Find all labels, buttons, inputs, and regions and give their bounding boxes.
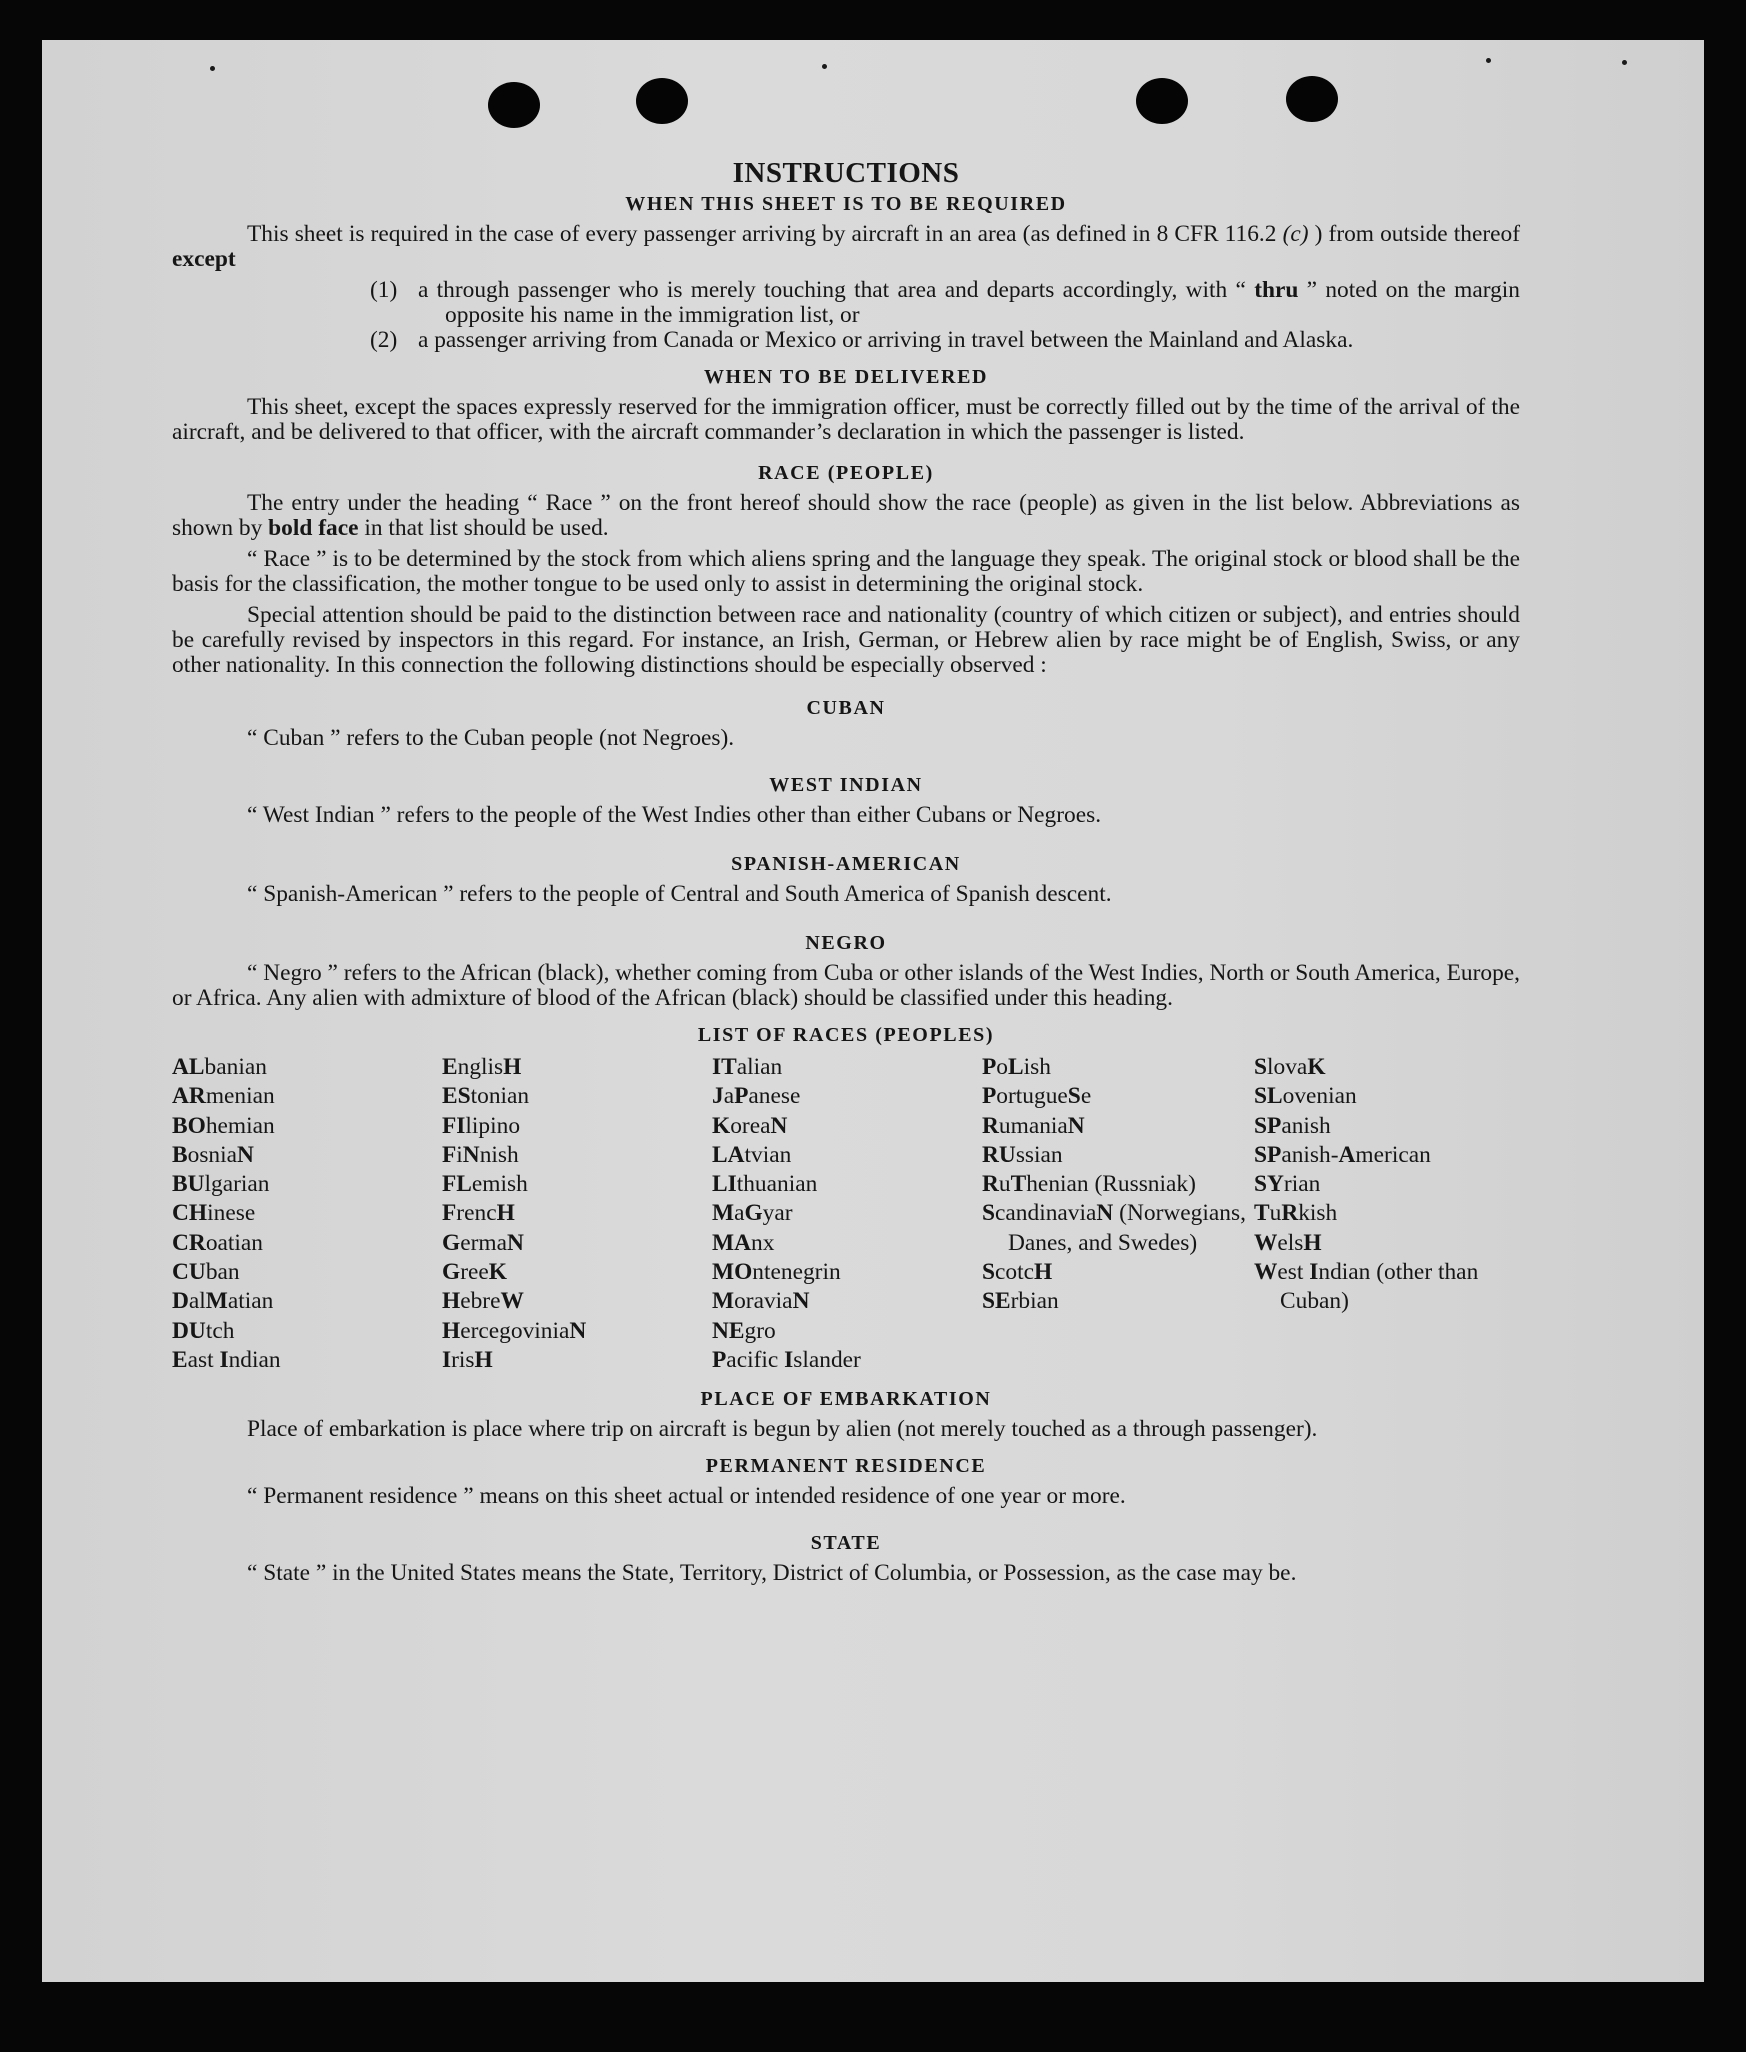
- race-entry: LAtvian: [712, 1141, 792, 1168]
- race-paragraph-3: Special attention should be paid to the distinction between race and nationality (country of which citizen or subject), and entries should be carefully revised by inspectors in this regard. For instance, an Irish, German, or Hebrew alien by race might be of English, Swiss, or any other nationality. In this connection the following distinctions should be especially observed :: [172, 602, 1520, 678]
- race-entry: SErbian: [982, 1288, 1059, 1315]
- heading-cuban: CUBAN: [806, 697, 886, 719]
- race-entry: East Indian: [172, 1346, 281, 1373]
- race-entry: EStonian: [442, 1083, 530, 1110]
- speck: [822, 64, 827, 69]
- spanish-american-text: “ Spanish-American ” refers to the people of Central and South America of Spanish descent.: [247, 881, 1112, 907]
- speck: [210, 66, 215, 71]
- race-entry: RumaniaN: [982, 1112, 1085, 1139]
- heading-race: RACE (PEOPLE): [758, 462, 934, 484]
- state-text: “ State ” in the United States means the State, Territory, District of Columbia, or Possession, as the case may be.: [247, 1560, 1297, 1587]
- west-indian-text: “ West Indian ” refers to the people of the West Indies other than either Cubans or Negroes.: [247, 802, 1102, 828]
- race-column-1: [172, 1053, 442, 1375]
- race-entry: West Indian (other than Cuban): [1254, 1259, 1479, 1315]
- cuban-text: “ Cuban ” refers to the Cuban people (not Negroes).: [247, 725, 735, 751]
- required-intro: This sheet is required in the case of every passenger arriving by aircraft in an area (as defined in 8 CFR 116.2 (c) ) from outside thereof except: [172, 221, 1521, 272]
- exception-item: (1) a through passenger who is merely touching that area and departs accordingly, with “ thru ” noted on the margin opposite his name in the immigration list, or: [370, 277, 1520, 328]
- race-entry: DalMatian: [172, 1288, 274, 1315]
- race-entry: FrencH: [442, 1200, 515, 1227]
- race-entry: SPanish: [1254, 1112, 1331, 1139]
- race-entry: TuRkish: [1254, 1200, 1338, 1227]
- race-entry: BUlgarian: [172, 1171, 270, 1198]
- race-entry: ScotcH: [982, 1259, 1053, 1286]
- race-entry: PortugueSe: [982, 1083, 1092, 1110]
- race-entry: SlovaK: [1254, 1054, 1326, 1080]
- race-entry: WelsH: [1254, 1229, 1322, 1256]
- race-entry: CHinese: [172, 1200, 256, 1227]
- race-entry: SPanish-American: [1254, 1141, 1431, 1168]
- race-entry: MaGyar: [712, 1200, 793, 1227]
- race-entry: BosniaN: [172, 1141, 254, 1168]
- race-entry: MoraviaN: [712, 1288, 810, 1315]
- race-entry: GreeK: [442, 1259, 507, 1286]
- heading-list-of-races: LIST OF RACES (PEOPLES): [697, 1024, 995, 1046]
- race-entry: SYrian: [1254, 1171, 1321, 1198]
- race-entry: PoLish: [982, 1054, 1051, 1080]
- instructions-content: [172, 112, 1520, 1592]
- embarkation-text: Place of embarkation is place where trip on aircraft is begun by alien (not merely touched as a through passenger).: [247, 1416, 1318, 1443]
- race-entry: JaPanese: [712, 1083, 801, 1110]
- race-list: [172, 1053, 1520, 1375]
- heading-west-indian: WEST INDIAN: [769, 774, 923, 796]
- heading-state: STATE: [810, 1532, 882, 1555]
- race-entry: DUtch: [172, 1317, 235, 1344]
- race-entry: LIthuanian: [712, 1171, 818, 1198]
- heading-permanent-residence: PERMANENT RESIDENCE: [705, 1455, 987, 1478]
- heading-spanish-american: SPANISH-AMERICAN: [731, 853, 961, 875]
- race-entry: FiNnish: [442, 1141, 519, 1168]
- heading-required: WHEN THIS SHEET IS TO BE REQUIRED: [625, 193, 1067, 215]
- speck: [1486, 58, 1491, 63]
- race-entry: RUssian: [982, 1141, 1063, 1168]
- race-entry: IrisH: [442, 1346, 493, 1373]
- race-entry: CRoatian: [172, 1229, 263, 1256]
- race-entry: CUban: [172, 1259, 240, 1286]
- race-paragraph-2: “ Race ” is to be determined by the stock from which aliens spring and the language they speak. The original stock or blood shall be the basis for the classification, the mother tongue to be used only to assist in determining the original stock.: [172, 546, 1520, 597]
- race-entry: NEgro: [712, 1317, 776, 1344]
- heading-negro: NEGRO: [805, 932, 887, 954]
- race-entry: RuThenian (Russniak): [982, 1171, 1196, 1198]
- race-column-3: [712, 1053, 982, 1375]
- race-entry: KoreaN: [712, 1112, 788, 1139]
- negro-text: “ Negro ” refers to the African (black), whether coming from Cuba or other islands of the West Indies, North or South America, Europe, or Africa. Any alien with admixture of blood of the African (black) should be classified under this heading.: [172, 960, 1520, 1011]
- heading-embarkation: PLACE OF EMBARKATION: [700, 1388, 992, 1411]
- race-entry: HercegoviniaN: [442, 1317, 587, 1344]
- race-entry: MOntenegrin: [712, 1259, 841, 1286]
- race-entry: EnglisH: [442, 1054, 522, 1080]
- race-column-5: [1254, 1053, 1520, 1375]
- race-entry: ALbanian: [172, 1054, 267, 1080]
- page-title: INSTRUCTIONS: [732, 157, 960, 189]
- race-entry: GermaN: [442, 1229, 524, 1256]
- race-entry: Pacific Islander: [712, 1346, 861, 1373]
- race-paragraph-1: The entry under the heading “ Race ” on the front hereof should show the race (people) as given in the list below. Abbreviations as shown by bold face in that list should be used.: [172, 490, 1520, 541]
- residence-text: “ Permanent residence ” means on this sheet actual or intended residence of one year or more.: [247, 1483, 1126, 1510]
- race-entry: ITalian: [712, 1054, 783, 1080]
- race-entry: ScandinaviaN (Norwegians, Danes, and Swedes): [982, 1200, 1246, 1256]
- race-column-4: [982, 1053, 1254, 1375]
- race-entry: FIlipino: [442, 1112, 521, 1139]
- exception-item: (2) a passenger arriving from Canada or Mexico or arriving in travel between the Mainland and Alaska.: [370, 327, 1354, 353]
- race-entry: ARmenian: [172, 1083, 275, 1110]
- speck: [1622, 60, 1627, 65]
- delivered-text: This sheet, except the spaces expressly reserved for the immigration officer, must be correctly filled out by the time of the arrival of the aircraft, and be delivered to that officer, with the aircraft commander’s declaration in which the passenger is listed.: [172, 394, 1520, 445]
- race-entry: HebreW: [442, 1288, 524, 1315]
- race-entry: BOhemian: [172, 1112, 275, 1139]
- race-entry: FLemish: [442, 1171, 528, 1198]
- race-column-2: [442, 1053, 712, 1375]
- race-entry: SLovenian: [1254, 1083, 1357, 1110]
- race-entry: MAnx: [712, 1229, 775, 1256]
- heading-delivered: WHEN TO BE DELIVERED: [703, 366, 989, 388]
- exception-list: [172, 278, 1520, 353]
